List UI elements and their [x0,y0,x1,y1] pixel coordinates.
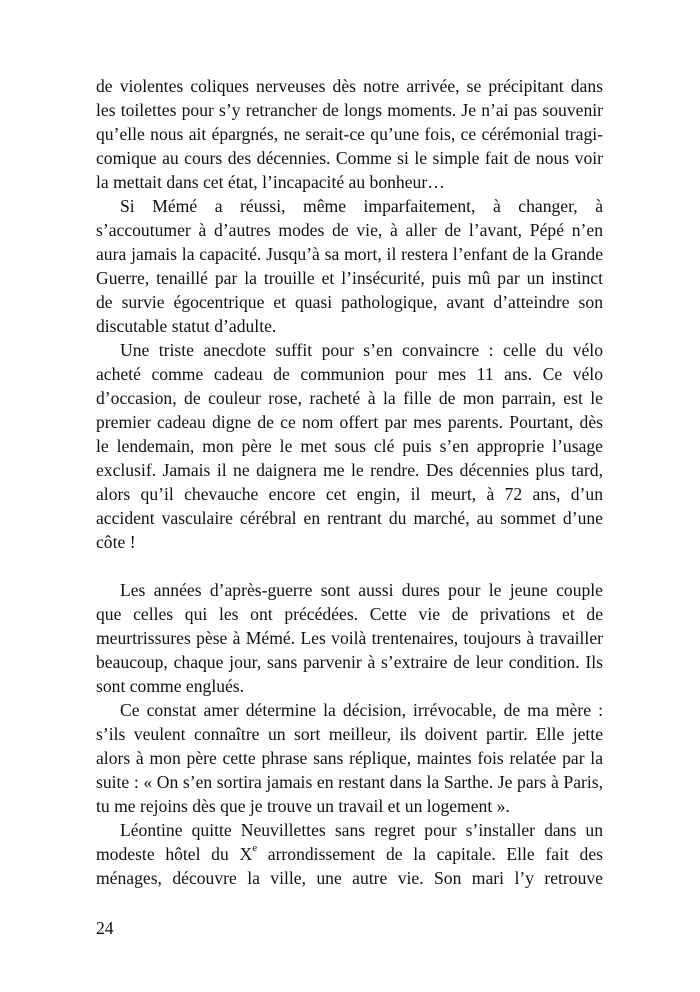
section-break [96,554,603,578]
text-line: Guerre, tenaillé par la trouille et l’insécurité, puis mû par un instinct [96,268,603,288]
text-line: premier cadeau digne de ce nom offert par mes parents. Pourtant, dès [96,412,603,432]
text-line: Si Mémé a réussi, même imparfaitement, à changer, à [120,196,603,216]
text-line: Une triste anecdote suffit pour s’en convaincre : celle du vélo [120,340,603,360]
paragraph [96,338,603,554]
text-line: aura jamais la capacité. Jusqu’à sa mort, il restera l’enfant de la Grande [96,244,603,264]
paragraph [96,578,603,698]
text-line: alors à mon père cette phrase sans réplique, maintes fois relatée par la [96,748,603,768]
text-line: s’accoutumer à d’autres modes de vie, à aller de l’avant, Pépé n’en [96,220,603,240]
paragraph [96,818,603,890]
text-line: qu’elle nous ait épargnés, ne serait-ce qu’une fois, ce cérémonial tragi- [96,124,603,144]
text-line: Léontine quitte Neuvillettes sans regret pour s’installer dans un [120,820,603,840]
text-line: meurtrissures pèse à Mémé. Les voilà trentenaires, toujours à travailler [96,628,603,648]
text-fragment: arrondissement de la capitale. Elle fait des [257,844,604,864]
text-line: Ce constat amer détermine la décision, irrévocable, de ma mère : [120,700,603,720]
text-line: que celles qui les ont précédées. Cette vie de privations et de [96,604,603,624]
paragraph [96,698,603,818]
text-line: tu me rejoins dès que je trouve un travail et un logement ». [96,796,510,816]
text-line: les toilettes pour s’y retrancher de longs moments. Je n’ai pas souvenir [96,100,603,120]
text-line: de survie égocentrique et quasi pathologique, avant d’atteindre son [96,292,603,312]
text-line: la mettait dans cet état, l’incapacité au bonheur… [96,172,445,192]
text-line: sont comme englués. [96,676,245,696]
text-line: d’occasion, de couleur rose, racheté à la fille de mon parrain, est le [96,388,603,408]
text-line: alors qu’il chevauche encore cet engin, il meurt, à 72 ans, d’un [96,484,603,504]
text-line: Les années d’après-guerre sont aussi dures pour le jeune couple [120,580,603,600]
text-line: côte ! [96,532,136,552]
text-line: le lendemain, mon père le met sous clé puis s’en approprie l’usage [96,436,603,456]
text-line: accident vasculaire cérébral en rentrant du marché, au sommet d’une [96,508,603,528]
text-line: de violentes coliques nerveuses dès notre arrivée, se précipitant dans [96,76,603,96]
body-text [96,74,603,890]
text-line: ménages, découvre la ville, une autre vie. Son mari l’y retrouve [96,868,603,888]
text-line: suite : « On s’en sortira jamais en restant dans la Sarthe. Je pars à Paris, [96,772,603,792]
text-line: comique au cours des décennies. Comme si le simple fait de nous voir [96,148,603,168]
text-line: s’ils veulent connaître un sort meilleur, ils doivent partir. Elle jette [96,724,603,744]
superscript: e [252,842,258,855]
text-line [96,842,603,866]
page-number: 24 [96,918,114,938]
text-line: discutable statut d’adulte. [96,316,277,336]
paragraph [96,74,603,194]
paragraph [96,194,603,338]
text-line: beaucoup, chaque jour, sans parvenir à s’extraire de leur condition. Ils [96,652,603,672]
text-line: acheté comme cadeau de communion pour mes 11 ans. Ce vélo [96,364,603,384]
text-line: exclusif. Jamais il ne daignera me le rendre. Des décennies plus tard, [96,460,603,480]
text-fragment: modeste hôtel du X [96,844,253,864]
